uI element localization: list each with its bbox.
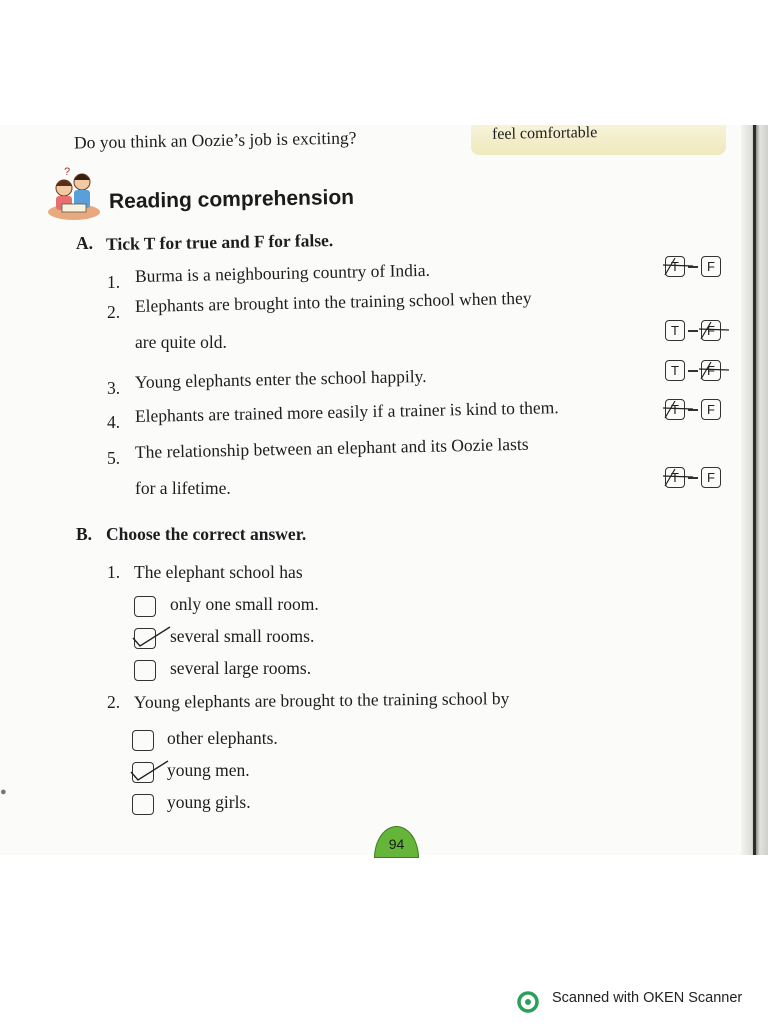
- checkmark-icon: [128, 758, 172, 784]
- margin-mark: ●: [0, 786, 7, 798]
- option-text: young girls.: [167, 792, 251, 812]
- pen-mark: [661, 398, 697, 422]
- section-b-instruction: Choose the correct answer.: [106, 524, 307, 544]
- true-box[interactable]: T: [665, 360, 685, 381]
- reading-kids-icon: [44, 166, 104, 222]
- pen-mark: [697, 359, 733, 383]
- top-question: Do you think an Oozie’s job is exciting?: [73, 127, 357, 153]
- banner-text: feel comfortable: [491, 124, 598, 143]
- section-title: Reading comprehension: [108, 185, 355, 214]
- option-checkbox[interactable]: [134, 660, 156, 681]
- scanner-logo-icon: [517, 991, 541, 1013]
- mc-question-number: 1.: [107, 562, 121, 582]
- tf-item-number: 4.: [107, 412, 121, 432]
- option-text: other elephants.: [167, 728, 278, 748]
- false-box[interactable]: F: [701, 467, 721, 488]
- pen-mark: [661, 255, 697, 279]
- pen-mark: [661, 466, 697, 490]
- section-a-instruction: Tick T for true and F for false.: [105, 230, 334, 254]
- pen-mark: [697, 319, 733, 343]
- spine-edge: [753, 125, 756, 855]
- option-text: several large rooms.: [170, 658, 312, 678]
- mc-question-text: The elephant school has: [134, 562, 303, 582]
- tf-item-number: 3.: [107, 378, 121, 398]
- true-box[interactable]: T: [665, 320, 685, 341]
- true-box[interactable]: T: [665, 467, 685, 488]
- tf-statement: The relationship between an elephant and its Oozie lasts: [134, 433, 529, 462]
- option-checkbox[interactable]: [134, 596, 156, 617]
- true-box[interactable]: T: [665, 399, 685, 420]
- false-box[interactable]: F: [701, 320, 721, 341]
- false-box[interactable]: F: [701, 256, 721, 277]
- svg-text:?: ?: [64, 166, 71, 178]
- tf-statement-cont: are quite old.: [135, 332, 227, 352]
- tf-item-number: 5.: [107, 448, 121, 468]
- option-text: young men.: [167, 760, 250, 780]
- false-box[interactable]: F: [701, 399, 721, 420]
- section-a-label: A.: [76, 233, 94, 253]
- mc-question-text: Young elephants are brought to the training school by: [133, 688, 510, 712]
- option-checkbox[interactable]: [132, 794, 154, 815]
- tf-item-number: 1.: [107, 272, 121, 292]
- option-text: several small rooms.: [170, 626, 315, 646]
- tf-statement: Burma is a neighbouring country of India.: [134, 259, 431, 286]
- true-box[interactable]: T: [665, 256, 685, 277]
- scanner-watermark: Scanned with OKEN Scanner: [552, 990, 743, 1006]
- page-number-badge: 94: [374, 826, 419, 858]
- false-box[interactable]: F: [701, 360, 721, 381]
- tf-statement: Young elephants enter the school happily.: [134, 365, 427, 392]
- option-text: only one small room.: [170, 594, 319, 614]
- tf-item-number: 2.: [107, 302, 121, 322]
- checkmark-icon: [130, 624, 174, 650]
- tf-statement: Elephants are trained more easily if a trainer is kind to them.: [134, 397, 559, 426]
- option-checkbox[interactable]: [132, 730, 154, 751]
- tf-statement-cont: for a lifetime.: [135, 478, 231, 498]
- tf-statement: Elephants are brought into the training school when they: [134, 287, 532, 316]
- mc-question-number: 2.: [107, 692, 121, 712]
- section-b-label: B.: [76, 524, 93, 544]
